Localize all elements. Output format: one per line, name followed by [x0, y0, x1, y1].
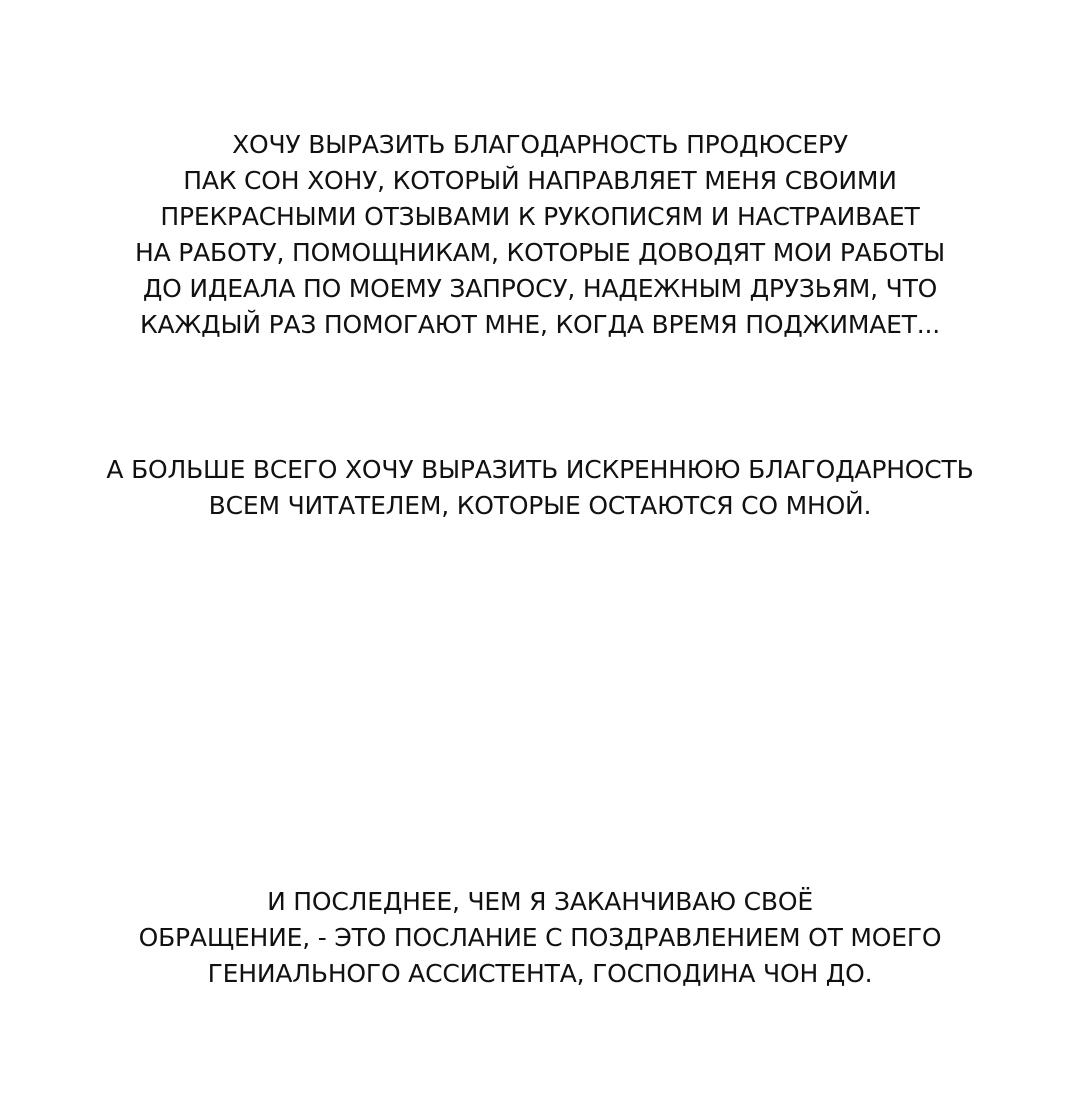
gratitude-paragraph-2 — [0, 452, 1080, 524]
text-line: ХОЧУ ВЫРАЗИТЬ БЛАГОДАРНОСТЬ ПРОДЮСЕРУ — [232, 130, 848, 159]
gratitude-paragraph-1 — [0, 127, 1080, 343]
text-line: КАЖДЫЙ РАЗ ПОМОГАЮТ МНЕ, КОГДА ВРЕМЯ ПОДЖИМАЕТ... — [139, 310, 941, 339]
text-line: ГЕНИАЛЬНОГО АССИСТЕНТА, ГОСПОДИНА ЧОН ДО. — [207, 959, 873, 988]
closing-paragraph — [0, 884, 1080, 992]
text-line: А БОЛЬШЕ ВСЕГО ХОЧУ ВЫРАЗИТЬ ИСКРЕННЮЮ БЛАГОДАРНОСТЬ — [106, 455, 974, 484]
text-line: И ПОСЛЕДНЕЕ, ЧЕМ Я ЗАКАНЧИВАЮ СВОЁ — [267, 887, 813, 916]
text-line: ПАК СОН ХОНУ, КОТОРЫЙ НАПРАВЛЯЕТ МЕНЯ СВОИМИ — [183, 166, 897, 195]
text-line: ВСЕМ ЧИТАТЕЛЕМ, КОТОРЫЕ ОСТАЮТСЯ СО МНОЙ. — [208, 491, 872, 520]
text-line: ДО ИДЕАЛА ПО МОЕМУ ЗАПРОСУ, НАДЕЖНЫМ ДРУЗЬЯМ, ЧТО — [142, 274, 938, 303]
text-line: ПРЕКРАСНЫМИ ОТЗЫВАМИ К РУКОПИСЯМ И НАСТРАИВАЕТ — [160, 202, 920, 231]
text-line: НА РАБОТУ, ПОМОЩНИКАМ, КОТОРЫЕ ДОВОДЯТ МОИ РАБОТЫ — [135, 238, 945, 267]
text-line: ОБРАЩЕНИЕ, - ЭТО ПОСЛАНИЕ С ПОЗДРАВЛЕНИЕМ ОТ МОЕГО — [138, 923, 942, 952]
